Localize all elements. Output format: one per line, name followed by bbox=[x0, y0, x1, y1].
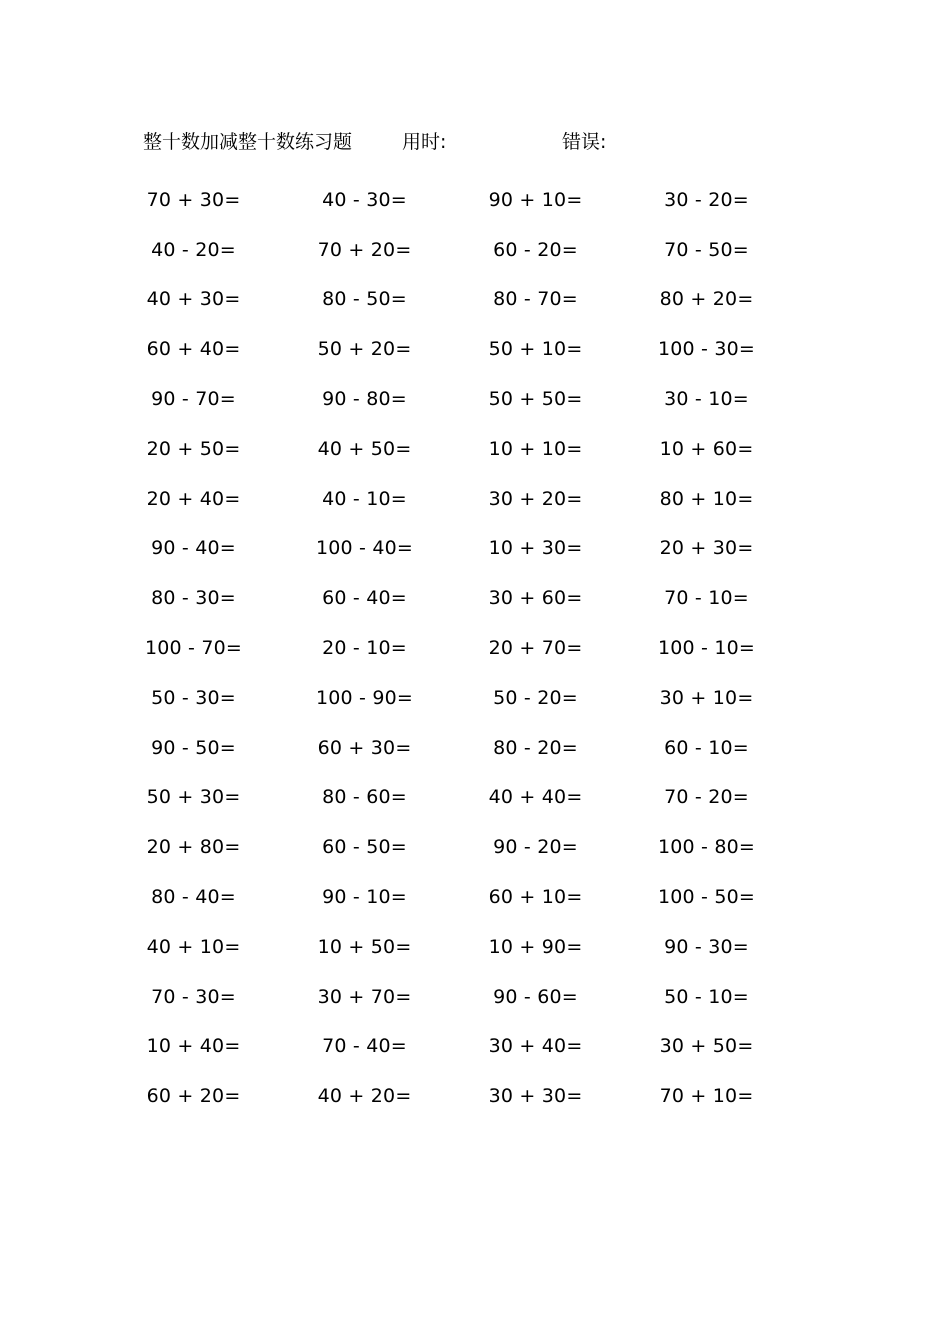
problem-item: 50 + 10= bbox=[488, 338, 583, 361]
problem-row bbox=[108, 922, 798, 972]
problem-item: 60 - 10= bbox=[664, 736, 749, 759]
problem-item: 70 + 30= bbox=[146, 188, 241, 211]
problem-row bbox=[108, 474, 798, 524]
problem-row bbox=[108, 573, 798, 623]
worksheet-title: 整十数加减整十数练习题 bbox=[143, 131, 353, 153]
problem-row bbox=[108, 972, 798, 1022]
problem-item: 40 + 10= bbox=[146, 935, 241, 958]
problem-row bbox=[108, 374, 798, 424]
problem-item: 20 + 40= bbox=[146, 487, 241, 510]
problem-item: 80 - 30= bbox=[151, 587, 236, 610]
problem-row bbox=[108, 1022, 798, 1072]
problem-row bbox=[108, 424, 798, 474]
problem-item: 30 - 10= bbox=[664, 388, 749, 411]
problem-row bbox=[108, 225, 798, 275]
problem-item: 30 + 10= bbox=[659, 686, 754, 709]
problem-item: 70 - 20= bbox=[664, 786, 749, 809]
problem-item: 50 - 30= bbox=[151, 686, 236, 709]
problem-item: 40 + 50= bbox=[317, 437, 412, 460]
problem-item: 30 + 30= bbox=[488, 1085, 583, 1108]
problem-row bbox=[108, 872, 798, 922]
problem-item: 90 - 80= bbox=[322, 388, 407, 411]
problem-item: 90 - 30= bbox=[664, 935, 749, 958]
error-label: 错误: bbox=[562, 131, 607, 153]
problem-item: 80 - 60= bbox=[322, 786, 407, 809]
problem-item: 90 - 50= bbox=[151, 736, 236, 759]
problem-item: 40 - 20= bbox=[151, 238, 236, 261]
problem-item: 80 - 70= bbox=[493, 288, 578, 311]
problem-item: 10 + 50= bbox=[317, 935, 412, 958]
problem-item: 60 + 40= bbox=[146, 338, 241, 361]
problem-item: 20 + 50= bbox=[146, 437, 241, 460]
problem-item: 60 + 30= bbox=[317, 736, 412, 759]
problem-row bbox=[108, 524, 798, 574]
problem-item: 70 - 50= bbox=[664, 238, 749, 261]
problem-row bbox=[108, 324, 798, 374]
problem-row bbox=[108, 175, 798, 225]
problem-item: 50 - 10= bbox=[664, 985, 749, 1008]
problem-row bbox=[108, 673, 798, 723]
problem-item: 70 - 10= bbox=[664, 587, 749, 610]
problem-item: 50 + 30= bbox=[146, 786, 241, 809]
problem-item: 60 - 20= bbox=[493, 238, 578, 261]
problem-item: 70 + 20= bbox=[317, 238, 412, 261]
problem-row bbox=[108, 623, 798, 673]
problem-item: 60 + 10= bbox=[488, 886, 583, 909]
problem-item: 30 + 50= bbox=[659, 1035, 754, 1058]
problem-item: 100 - 50= bbox=[657, 886, 756, 909]
problem-grid bbox=[108, 175, 798, 1121]
problem-item: 80 + 20= bbox=[659, 288, 754, 311]
problem-item: 50 - 20= bbox=[493, 686, 578, 709]
problem-item: 90 - 70= bbox=[151, 388, 236, 411]
problem-item: 50 + 20= bbox=[317, 338, 412, 361]
problem-item: 90 - 20= bbox=[493, 836, 578, 859]
problem-item: 30 + 60= bbox=[488, 587, 583, 610]
problem-row bbox=[108, 275, 798, 325]
problem-item: 100 - 10= bbox=[657, 637, 756, 660]
problem-item: 60 - 40= bbox=[322, 587, 407, 610]
problem-item: 70 - 30= bbox=[151, 985, 236, 1008]
problem-row bbox=[108, 822, 798, 872]
problem-item: 100 - 90= bbox=[315, 686, 414, 709]
worksheet-header bbox=[0, 128, 950, 156]
problem-item: 80 - 20= bbox=[493, 736, 578, 759]
problem-item: 100 - 40= bbox=[315, 537, 414, 560]
problem-item: 40 - 10= bbox=[322, 487, 407, 510]
problem-item: 100 - 30= bbox=[657, 338, 756, 361]
problem-item: 10 + 60= bbox=[659, 437, 754, 460]
problem-item: 80 - 50= bbox=[322, 288, 407, 311]
problem-item: 40 + 40= bbox=[488, 786, 583, 809]
problem-item: 70 - 40= bbox=[322, 1035, 407, 1058]
problem-row bbox=[108, 1071, 798, 1121]
problem-item: 60 + 20= bbox=[146, 1085, 241, 1108]
problem-item: 20 + 30= bbox=[659, 537, 754, 560]
problem-item: 60 - 50= bbox=[322, 836, 407, 859]
problem-item: 10 + 90= bbox=[488, 935, 583, 958]
problem-item: 80 - 40= bbox=[151, 886, 236, 909]
problem-row bbox=[108, 723, 798, 773]
problem-item: 10 + 30= bbox=[488, 537, 583, 560]
problem-item: 90 - 60= bbox=[493, 985, 578, 1008]
problem-item: 30 + 20= bbox=[488, 487, 583, 510]
problem-item: 20 + 70= bbox=[488, 637, 583, 660]
problem-item: 90 - 10= bbox=[322, 886, 407, 909]
problem-item: 100 - 80= bbox=[657, 836, 756, 859]
problem-item: 80 + 10= bbox=[659, 487, 754, 510]
problem-item: 90 - 40= bbox=[151, 537, 236, 560]
problem-item: 100 - 70= bbox=[144, 637, 243, 660]
problem-item: 40 + 30= bbox=[146, 288, 241, 311]
problem-item: 70 + 10= bbox=[659, 1085, 754, 1108]
problem-item: 50 + 50= bbox=[488, 388, 583, 411]
problem-item: 30 + 40= bbox=[488, 1035, 583, 1058]
problem-row bbox=[108, 773, 798, 823]
problem-item: 30 + 70= bbox=[317, 985, 412, 1008]
problem-item: 90 + 10= bbox=[488, 188, 583, 211]
problem-item: 10 + 40= bbox=[146, 1035, 241, 1058]
problem-item: 20 - 10= bbox=[322, 637, 407, 660]
problem-item: 40 + 20= bbox=[317, 1085, 412, 1108]
time-label: 用时: bbox=[402, 131, 447, 153]
problem-item: 20 + 80= bbox=[146, 836, 241, 859]
problem-item: 10 + 10= bbox=[488, 437, 583, 460]
problem-item: 40 - 30= bbox=[322, 188, 407, 211]
problem-item: 30 - 20= bbox=[664, 188, 749, 211]
